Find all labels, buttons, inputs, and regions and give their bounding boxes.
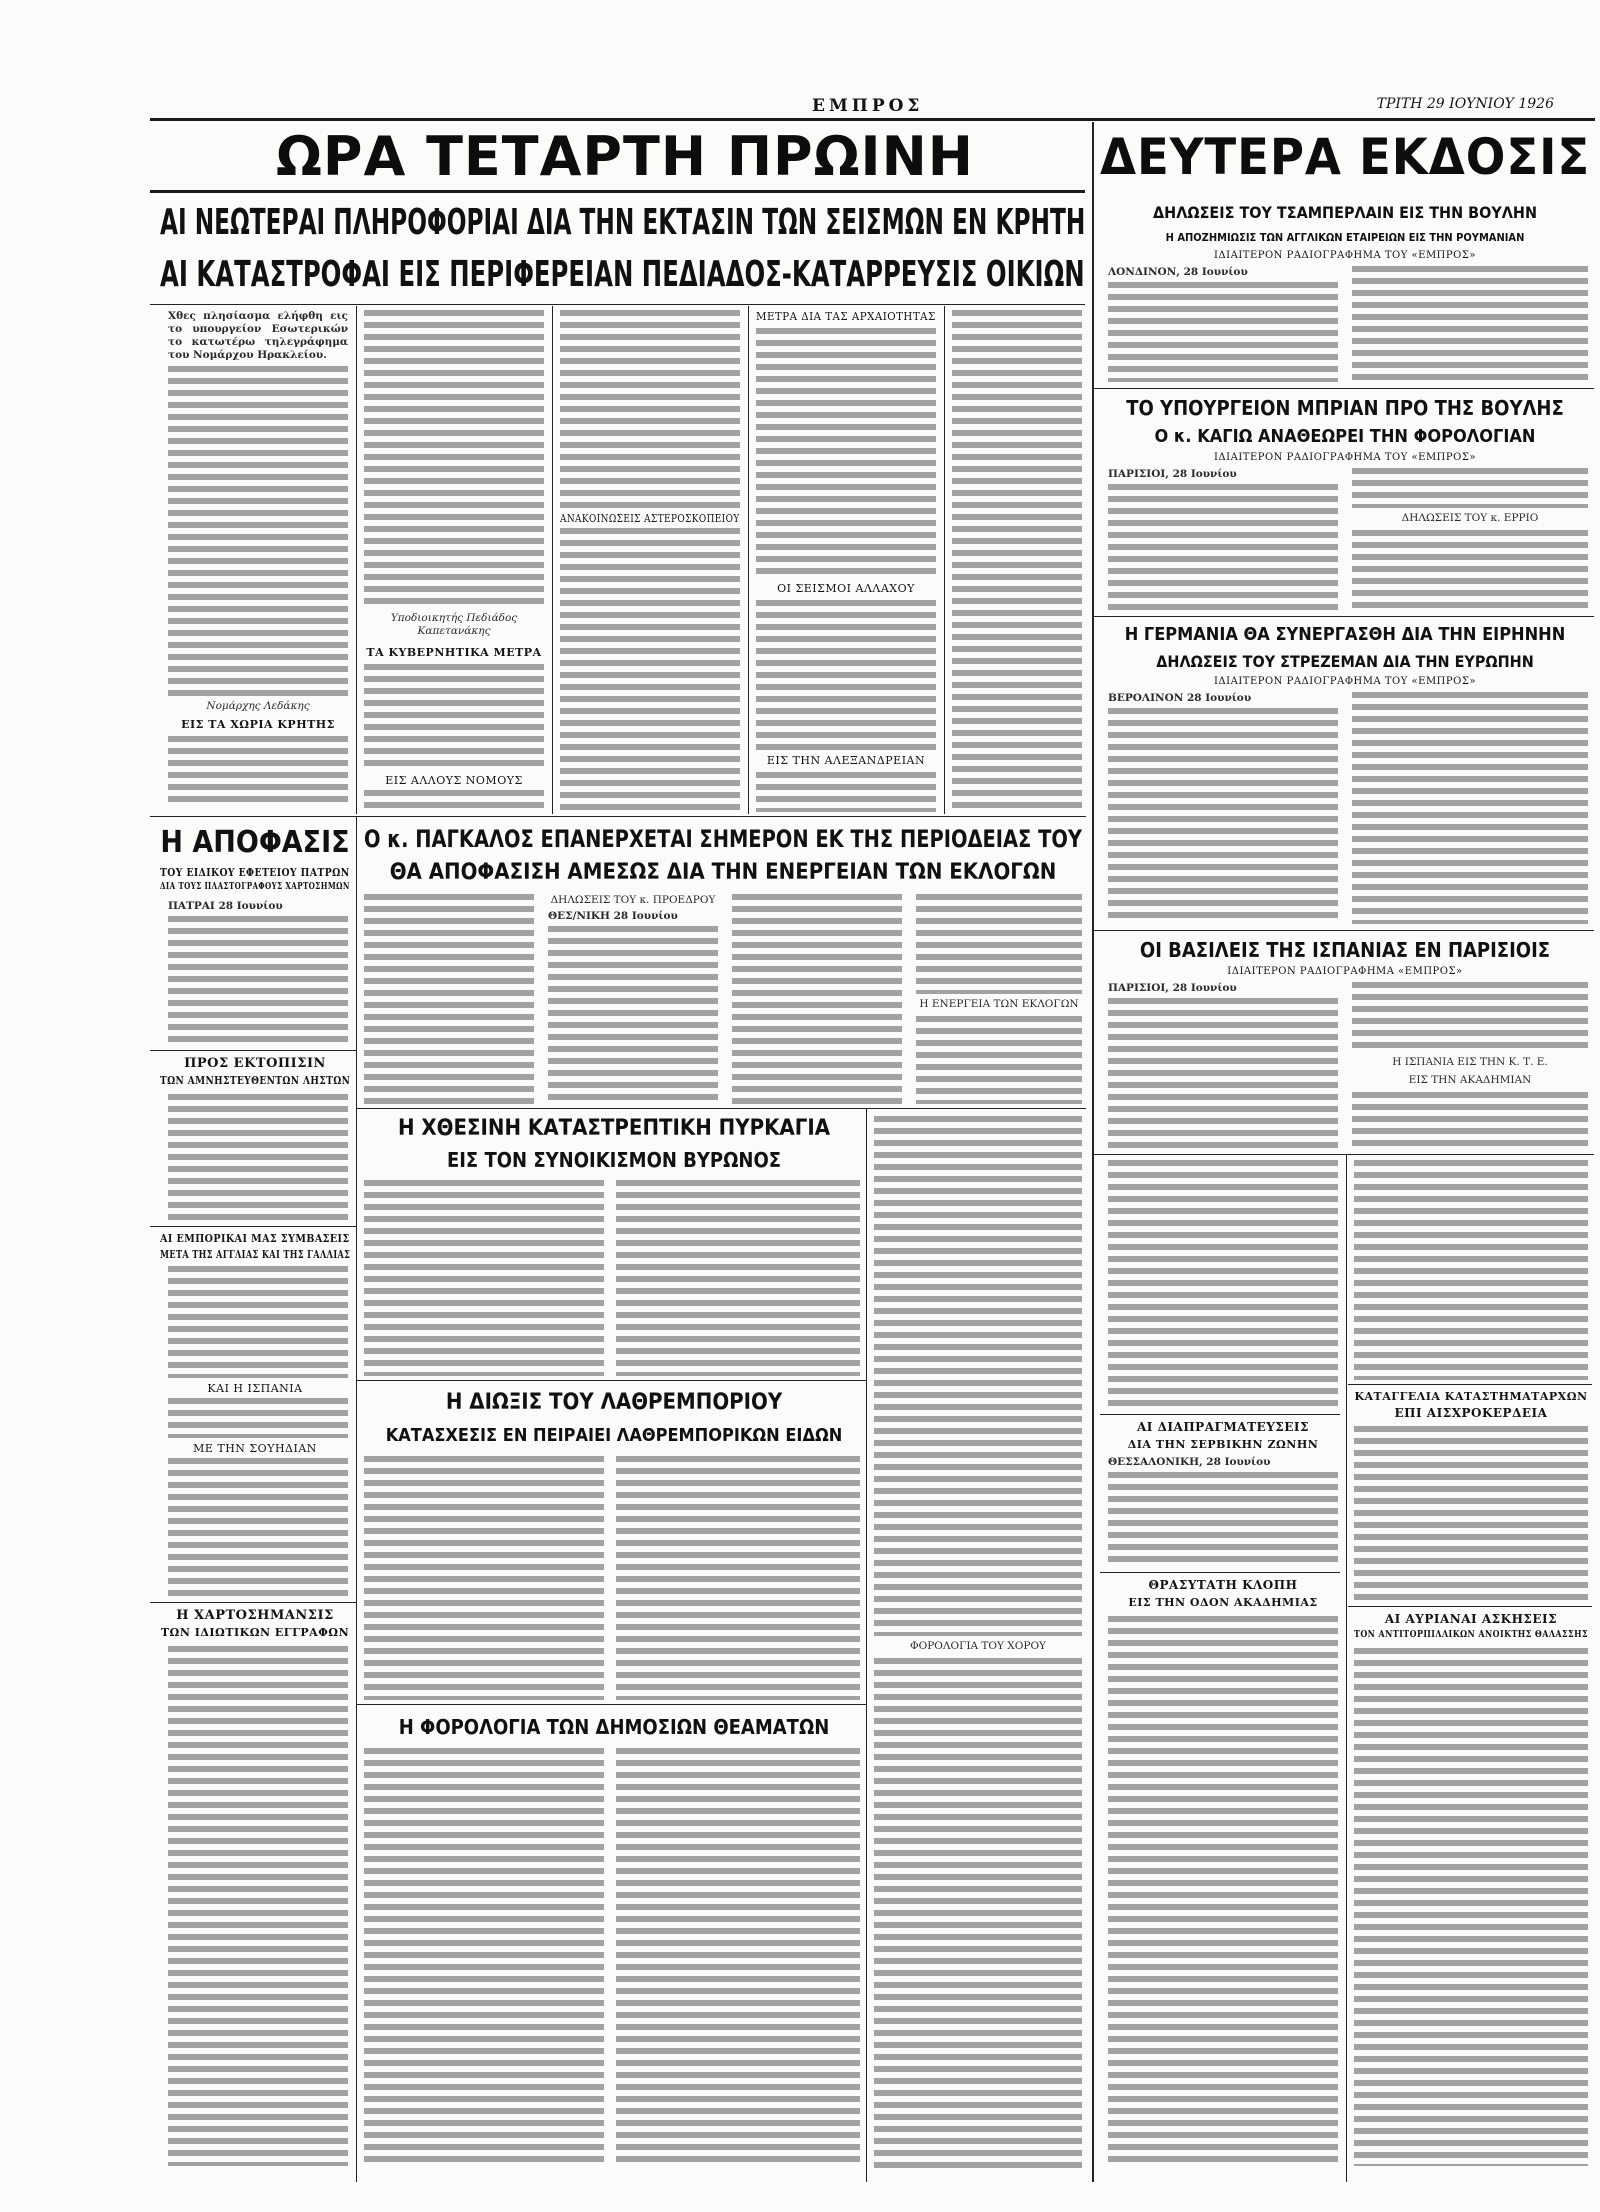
pangalos-headline-2: ΘΑ ΑΠΟΦΑΣΙΣΗ ΑΜΕΣΩΣ ΔΙΑ ΤΗΝ ΕΝΕΡΓΕΙΑΝ ΤΩΝ ΕΚΛΟΓΩΝ (389, 860, 1057, 885)
col-divider (356, 816, 357, 2182)
pangalos-headline-1: Ο κ. ΠΑΓΚΑΛΟΣ ΕΠΑΝΕΡΧΕΤΑΙ ΣΗΜΕΡΟΝ ΕΚ ΤΗΣ ΠΕΡΙΟΔΕΙΑΣ ΤΟΥ (364, 825, 1082, 853)
section-rule (150, 816, 356, 817)
emporikai-title: ΑΙ ΕΜΠΟΡΙΚΑΙ ΜΑΣ ΣΥΜΒΑΣΕΙΣ (160, 1232, 350, 1245)
sub-metra-archaiotites: ΜΕΤΡΑ ΔΙΑ ΤΑΣ ΑΡΧΑΙΟΤΗΤΑΣ (756, 310, 936, 323)
germania-col1 (1108, 708, 1338, 924)
main-lead: Χθες πλησίασμα ελήφθη εις το υπουργείον Εσωτερικών το κατωτέρω τηλεγράφημα του Νομάρχου Ηρακλείου. (168, 310, 348, 361)
vasileis-col2-body (1352, 1092, 1588, 1148)
vasileis-dateline: ΠΑΡΙΣΙΟΙ, 28 Ιουνίου (1108, 982, 1237, 994)
chartosimansis-sub: ΤΩΝ ΙΔΙΩΤΙΚΩΝ ΕΓΓΡΑΦΩΝ (160, 1626, 350, 1639)
germania-headline-1: Η ΓΕΡΜΑΝΙΑ ΘΑ ΣΥΝΕΡΓΑΣΘΗ ΔΙΑ ΤΗΝ ΕΙΡΗΝΗΝ (1124, 624, 1566, 645)
main-col4-body-2 (756, 600, 936, 750)
chamberlain-byline: ΙΔΙΑΙΤΕΡΟΝ ΡΑΔΙΟΓΡΑΦΗΜΑ ΤΟΥ «ΕΜΠΡΟΣ» (1213, 250, 1477, 261)
main-col4-body (756, 328, 936, 578)
pyrkagia-headline-2: ΕΙΣ ΤΟΝ ΣΥΝΟΙΚΙΣΜΟΝ ΒΥΡΩΝΟΣ (446, 1148, 782, 1172)
forologia-col4 (874, 1658, 1082, 2168)
section-rule (1348, 1384, 1592, 1385)
forologia-col3 (874, 1116, 1082, 1636)
emporikai-body-3 (168, 1458, 348, 1598)
kataggelia-sub: ΕΠΙ ΑΙΣΧΡΟΚΕΡΔΕΙΑ (1394, 1406, 1548, 1420)
edition-divider (1092, 122, 1094, 2182)
right-lower-col2 (1354, 1160, 1588, 1380)
section-rule (1348, 1606, 1592, 1607)
col-divider (1346, 1154, 1347, 2182)
apofasis-sub1: ΤΟΥ ΕΙΔΙΚΟΥ ΕΦΕΤΕΙΟΥ ΠΑΤΡΩΝ (160, 866, 350, 879)
section-rule (1094, 1154, 1594, 1155)
main-headline-1: ΑΙ ΝΕΩΤΕΡΑΙ ΠΛΗΡΟΦΟΡΙΑΙ ΔΙΑ ΤΗΝ ΕΚΤΑΣΙΝ ΤΩΝ ΣΕΙΣΜΩΝ ΕΝ ΚΡΗΤΗ (160, 202, 1085, 243)
pangalos-col1 (364, 894, 534, 1104)
askiseis-body (1354, 1648, 1588, 2166)
sub-chwria-kritis: ΕΙΣ ΤΑ ΧΩΡΙΑ ΚΡΗΤΗΣ (181, 718, 335, 731)
emporikai-sub3: ΜΕ ΤΗΝ ΣΟΥΗΔΙΑΝ (193, 1442, 317, 1455)
chamberlain-col2 (1352, 266, 1588, 382)
klopi-body (1108, 1616, 1338, 2166)
apofasis-headline: Η ΑΠΟΦΑΣΙΣ (160, 825, 350, 860)
section-rule (150, 1602, 356, 1603)
chartosimansis-title: Η ΧΑΡΤΟΣΗΜΑΝΣΙΣ (176, 1608, 334, 1623)
main-col1-body (168, 366, 348, 698)
main-col2-body-3 (364, 790, 544, 812)
emporikai-body (168, 1266, 348, 1378)
vasileis-sub2: ΕΙΣ ΤΗΝ ΑΚΑΔΗΜΙΑΝ (1408, 1074, 1532, 1086)
sub-seismoi-allachou: ΟΙ ΣΕΙΣΜΟΙ ΑΛΛΑΧΟΥ (777, 582, 915, 595)
pangalos-dateline: ΘΕΣ/ΝΙΚΗ 28 Ιουνίου (548, 910, 678, 922)
apofasis-dateline: ΠΑΤΡΑΙ 28 Ιουνίου (168, 900, 283, 912)
diapragmateuseis-dateline: ΘΕΣΣΑΛΟΝΙΚΗ, 28 Ιουνίου (1108, 1456, 1271, 1468)
chamberlain-col1 (1108, 282, 1338, 382)
briand-dateline: ΠΑΡΙΣΙΟΙ, 28 Ιουνίου (1108, 468, 1237, 480)
vasileis-headline: ΟΙ ΒΑΣΙΛΕΙΣ ΤΗΣ ΙΣΠΑΝΙΑΣ ΕΝ ΠΑΡΙΣΙΟΙΣ (1139, 938, 1551, 962)
lathremporio-col1 (364, 1456, 604, 1700)
askiseis-title: ΑΙ ΑΥΡΙΑΝΑΙ ΑΣΚΗΣΕΙΣ (1384, 1612, 1558, 1626)
briand-headline-2: Ο κ. ΚΑΓΙΩ ΑΝΑΘΕΩΡΕΙ ΤΗΝ ΦΟΡΟΛΟΓΙΑΝ (1154, 426, 1536, 447)
germania-headline-2: ΔΗΛΩΣΕΙΣ ΤΟΥ ΣΤΡΕΖΕΜΑΝ ΔΙΑ ΤΗΝ ΕΥΡΩΠΗΝ (1156, 652, 1534, 671)
emporikai-sub: ΜΕΤΑ ΤΗΣ ΑΓΓΛΙΑΣ ΚΑΙ ΤΗΣ ΓΑΛΛΙΑΣ (160, 1248, 351, 1261)
apofasis-sub2: ΔΙΑ ΤΟΥΣ ΠΛΑΣΤΟΓΡΑΦΟΥΣ ΧΑΡΤΟΣΗΜΩΝ (160, 882, 350, 892)
vasileis-col1 (1108, 998, 1338, 1148)
sub-alexandreia: ΕΙΣ ΤΗΝ ΑΛΕΞΑΝΔΡΕΙΑΝ (766, 754, 926, 767)
pyrkagia-headline-1: Η ΧΘΕΣΙΝΗ ΚΑΤΑΣΤΡΕΠΤΙΚΗ ΠΥΡΚΑΓΙΑ (397, 1116, 831, 1141)
main-col2-body-2 (364, 664, 544, 770)
col-divider (552, 306, 553, 814)
kataggelia-title: ΚΑΤΑΓΓΕΛΙΑ ΚΑΤΑΣΤΗΜΑΤΑΡΧΩΝ (1354, 1390, 1588, 1403)
briand-col1 (1108, 484, 1338, 610)
sub-allous-nomous: ΕΙΣ ΑΛΛΟΥΣ ΝΟΜΟΥΣ (385, 774, 523, 787)
masthead-rule (150, 118, 1595, 121)
lathremporio-headline-2: ΚΑΤΑΣΧΕΣΙΣ ΕΝ ΠΕΙΡΑΙΕΙ ΛΑΘΡΕΜΠΟΡΙΚΩΝ ΕΙΔΩΝ (385, 1425, 843, 1446)
forologia-sub: ΦΟΡΟΛΟΓΙΑ ΤΟΥ ΧΟΡΟΥ (909, 1640, 1046, 1652)
section-rule (1094, 930, 1594, 931)
diapragmateuseis-body (1108, 1472, 1338, 1568)
banner-rule-left (150, 190, 1085, 193)
section-rule (1100, 1572, 1340, 1573)
section-rule (356, 816, 1086, 817)
col-divider (866, 1108, 867, 2182)
sub-kybernitika: ΤΑ ΚΥΒΕΡΝΗΤΙΚΑ ΜΕΤΡΑ (366, 646, 542, 659)
briand-col2 (1352, 468, 1588, 508)
pangalos-sub-energeia: Η ΕΝΕΡΓΕΙΑ ΤΩΝ ΕΚΛΟΓΩΝ (919, 998, 1079, 1010)
chamberlain-dateline: ΛΟΝΔΙΝΟΝ, 28 Ιουνίου (1108, 266, 1248, 278)
chartosimansis-body (168, 1646, 348, 2166)
ektopisi-sub: ΤΩΝ ΑΜΝΗΣΤΕΥΘΕΝΤΩΝ ΛΗΣΤΩΝ (160, 1074, 351, 1087)
ektopisi-title: ΠΡΟΣ ΕΚΤΟΠΙΣΙΝ (184, 1056, 326, 1071)
banner-deutera-ekdosis: ΔΕΥΤΕΡΑ ΕΚΔΟΣΙΣ (1100, 128, 1591, 186)
banner-ora-tetarti: ΩΡΑ ΤΕΤΑΡΤΗ ΠΡΩΙΝΗ (276, 125, 974, 188)
main-col4-body-3 (756, 772, 936, 812)
newspaper-name: ΕΜΠΡΟΣ (812, 96, 924, 116)
germania-dateline: ΒΕΡΟΛΙΝΟΝ 28 Ιουνίου (1108, 692, 1252, 704)
briand-sub: ΔΗΛΩΣΕΙΣ ΤΟΥ κ. ΕΡΡΙΟ (1401, 512, 1539, 524)
klopi-title: ΘΡΑΣΥΤΑΤΗ ΚΛΟΠΗ (1148, 1578, 1298, 1592)
kataggelia-body (1354, 1426, 1588, 1602)
pangalos-col4-body-2 (916, 1016, 1082, 1104)
main-signature-2: Υποδιοικητής Πεδιάδος Καπετανάκης (390, 612, 518, 637)
main-col5-body (952, 310, 1082, 812)
col-divider (944, 306, 945, 814)
main-col3-body (560, 310, 740, 510)
masthead (150, 96, 1600, 120)
pangalos-col3 (732, 894, 902, 1104)
pangalos-col2 (548, 926, 718, 1104)
pyrkagia-col2 (616, 1180, 860, 1376)
main-col1-body-2 (168, 736, 348, 808)
forologia-headline: Η ΦΟΡΟΛΟΓΙΑ ΤΩΝ ΔΗΜΟΣΙΩΝ ΘΕΑΜΑΤΩΝ (398, 1715, 830, 1739)
section-rule (150, 1050, 356, 1051)
diapragmateuseis-title: ΑΙ ΔΙΑΠΡΑΓΜΑΤΕΥΣΕΙΣ (1137, 1420, 1309, 1434)
vasileis-col2 (1352, 982, 1588, 1052)
section-rule (1100, 1414, 1340, 1415)
emporikai-sub2: ΚΑΙ Η ΙΣΠΑΝΙΑ (207, 1382, 303, 1395)
right-lower-col1 (1108, 1160, 1338, 1410)
section-rule (356, 1108, 1086, 1109)
issue-date: ΤΡΙΤΗ 29 ΙΟΥΝΙΟΥ 1926 (1376, 96, 1554, 112)
vasileis-byline: ΙΔΙΑΙΤΕΡΟΝ ΡΑΔΙΟΓΡΑΦΗΜΑ «ΕΜΠΡΟΣ» (1227, 966, 1463, 977)
klopi-sub: ΕΙΣ ΤΗΝ ΟΔΟΝ ΑΚΑΔΗΜΙΑΣ (1128, 1596, 1318, 1609)
briand-headline-1: ΤΟ ΥΠΟΥΡΓΕΙΟΝ ΜΠΡΙΑΝ ΠΡΟ ΤΗΣ ΒΟΥΛΗΣ (1126, 396, 1564, 420)
germania-col2 (1352, 692, 1588, 924)
main-headline-2: ΑΙ ΚΑΤΑΣΤΡΟΦΑΙ ΕΙΣ ΠΕΡΙΦΕΡΕΙΑΝ ΠΕΔΙΑΔΟΣ-ΚΑΤΑΡΡΕΥΣΙΣ ΟΙΚΙΩΝ (160, 254, 1085, 295)
lathremporio-headline-1: Η ΔΙΩΞΙΣ ΤΟΥ ΛΑΘΡΕΜΠΟΡΙΟΥ (445, 1390, 783, 1415)
section-rule (356, 1380, 866, 1381)
main-signature: Νομάρχης Λεδάκης (206, 700, 310, 712)
pangalos-sub-diloseis: ΔΗΛΩΣΕΙΣ ΤΟΥ κ. ΠΡΟΕΔΡΟΥ (550, 894, 716, 906)
section-rule (1094, 616, 1594, 617)
main-headline-rule (150, 304, 1085, 305)
briand-byline: ΙΔΙΑΙΤΕΡΟΝ ΡΑΔΙΟΓΡΑΦΗΜΑ ΤΟΥ «ΕΜΠΡΟΣ» (1213, 452, 1477, 463)
chamberlain-headline-1: ΔΗΛΩΣΕΙΣ ΤΟΥ ΤΣΑΜΠΕΡΛΑΙΝ ΕΙΣ ΤΗΝ ΒΟΥΛΗΝ (1153, 203, 1537, 222)
section-rule (1094, 388, 1594, 389)
main-col3-body-2 (560, 528, 740, 812)
vasileis-sub1: Η ΙΣΠΑΝΙΑ ΕΙΣ ΤΗΝ Κ. Τ. Ε. (1392, 1056, 1548, 1068)
main-col2-body (364, 310, 544, 610)
lathremporio-col2 (616, 1456, 860, 1700)
col-divider (356, 306, 357, 814)
forologia-col2 (616, 1748, 860, 2168)
chamberlain-headline-2: Η ΑΠΟΖΗΜΙΩΣΙΣ ΤΩΝ ΑΓΓΛΙΚΩΝ ΕΤΑΙΡΕΙΩΝ ΕΙΣ ΤΗΝ ΡΟΥΜΑΝΙΑΝ (1165, 231, 1525, 244)
pangalos-col4 (916, 894, 1082, 994)
askiseis-sub: ΤΟΝ ΑΝΤΙΤΟΡΠΙΛΛΙΚΩΝ ΑΝΟΙΚΤΗΣ ΘΑΛΑΣΣΗΣ (1354, 1630, 1589, 1640)
pyrkagia-col1 (364, 1180, 604, 1376)
germania-byline: ΙΔΙΑΙΤΕΡΟΝ ΡΑΔΙΟΓΡΑΦΗΜΑ ΤΟΥ «ΕΜΠΡΟΣ» (1213, 676, 1477, 687)
section-rule (356, 1704, 866, 1705)
diapragmateuseis-sub: ΔΙΑ ΤΗΝ ΣΕΡΒΙΚΗΝ ΖΩΝΗΝ (1127, 1438, 1319, 1451)
emporikai-body-2 (168, 1398, 348, 1438)
forologia-col1 (364, 1748, 604, 2168)
ektopisi-body (168, 1094, 348, 1222)
sub-anakoinoseis: ΑΝΑΚΟΙΝΩΣΕΙΣ ΑΣΤΕΡΟΣΚΟΠΕΙΟΥ (560, 512, 740, 525)
col-divider (748, 306, 749, 814)
apofasis-body (168, 916, 348, 1046)
briand-col2-body (1352, 530, 1588, 610)
section-rule (150, 1226, 356, 1227)
